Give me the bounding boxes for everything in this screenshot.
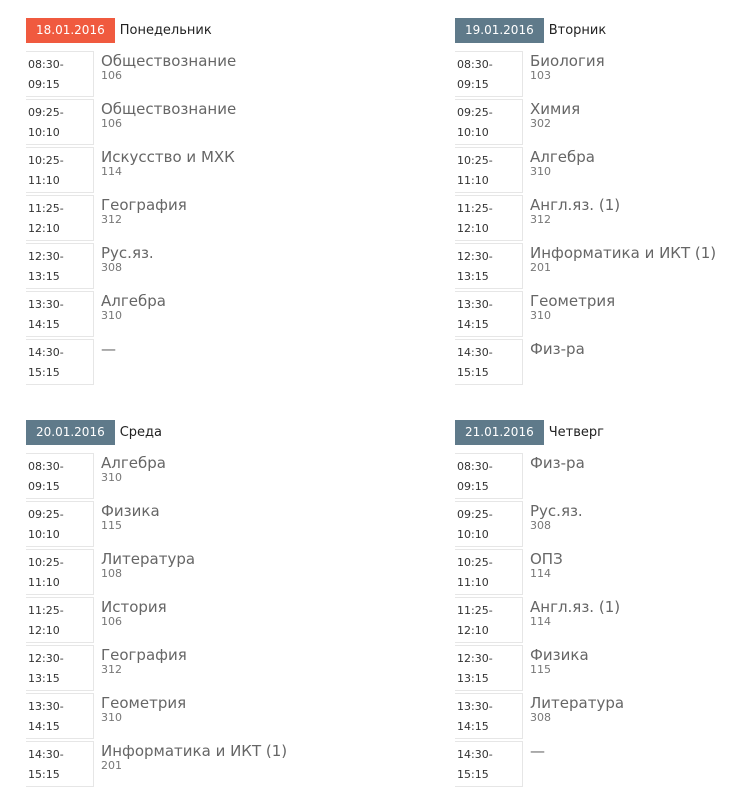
lesson-subject: География [101, 196, 187, 214]
lesson-info [94, 692, 186, 740]
lesson-info [523, 596, 620, 644]
lesson-time [455, 243, 523, 289]
lesson-info [94, 500, 160, 548]
lesson-time [455, 741, 523, 787]
lesson-start-time: 12:30- [28, 652, 64, 665]
lesson-info [94, 548, 195, 596]
lesson-time [455, 453, 523, 499]
lesson-list [26, 50, 316, 386]
lesson-room: 308 [530, 519, 551, 532]
lesson-end-time: 11:10 [28, 576, 60, 589]
lesson-start-time: 13:30- [28, 700, 64, 713]
lesson-subject: Физ-ра [530, 454, 585, 472]
lesson-end-time: 11:10 [28, 174, 60, 187]
lesson-row [26, 194, 316, 242]
lesson-row [26, 500, 316, 548]
lesson-end-time: 10:10 [457, 126, 489, 139]
lesson-end-time: 13:15 [457, 270, 489, 283]
lesson-room: 312 [101, 213, 122, 226]
lesson-time [455, 597, 523, 643]
lesson-info [94, 290, 166, 338]
lesson-subject: Алгебра [530, 148, 595, 166]
weekday-label: Вторник [548, 23, 607, 38]
lesson-start-time: 10:25- [28, 154, 64, 167]
lesson-subject: Геометрия [101, 694, 187, 712]
lesson-time [455, 501, 523, 547]
date-badge: 18.01.2016 [26, 18, 115, 43]
lesson-start-time: 14:30- [457, 748, 493, 761]
lesson-row [455, 596, 733, 644]
lesson-info [523, 242, 716, 290]
lesson-room: 312 [101, 663, 122, 676]
lesson-info [523, 740, 545, 788]
lesson-time [26, 51, 94, 97]
lesson-time [26, 99, 94, 145]
lesson-info [523, 500, 583, 548]
lesson-end-time: 12:10 [457, 222, 489, 235]
lesson-start-time: 08:30- [28, 58, 64, 71]
lesson-start-time: 13:30- [28, 298, 64, 311]
lesson-time [455, 339, 523, 385]
lesson-room: 201 [530, 261, 551, 274]
lesson-room: 310 [101, 711, 122, 724]
lesson-time [455, 291, 523, 337]
lesson-end-time: 09:15 [457, 78, 489, 91]
lesson-info [94, 146, 235, 194]
lesson-subject: Информатика и ИКТ (1) [101, 742, 288, 760]
lesson-time [26, 645, 94, 691]
lesson-start-time: 14:30- [28, 346, 64, 359]
lesson-subject: — [530, 742, 545, 760]
lesson-end-time: 14:15 [28, 720, 60, 733]
lesson-end-time: 09:15 [28, 480, 60, 493]
weekday-label: Понедельник [119, 23, 212, 38]
lesson-time [26, 597, 94, 643]
lesson-info [94, 242, 154, 290]
lesson-room: 310 [101, 309, 122, 322]
lesson-row [26, 644, 316, 692]
lesson-room: 106 [101, 615, 122, 628]
lesson-info [94, 98, 236, 146]
lesson-room: 114 [530, 615, 551, 628]
lesson-room: 103 [530, 69, 551, 82]
lesson-info [523, 194, 620, 242]
lesson-room: 308 [530, 711, 551, 724]
lesson-subject: Искусство и МХК [101, 148, 235, 166]
lesson-subject: — [101, 340, 116, 358]
lesson-time [26, 147, 94, 193]
lesson-start-time: 10:25- [457, 154, 493, 167]
day-header [455, 18, 733, 43]
lesson-end-time: 13:15 [28, 672, 60, 685]
lesson-info [523, 452, 585, 500]
lesson-subject: Англ.яз. (1) [530, 196, 621, 214]
date-badge: 21.01.2016 [455, 420, 544, 445]
lesson-end-time: 11:10 [457, 576, 489, 589]
lesson-info [94, 452, 166, 500]
lesson-end-time: 15:15 [28, 768, 60, 781]
lesson-row [26, 338, 316, 386]
lesson-row [26, 452, 316, 500]
lesson-time [455, 99, 523, 145]
lesson-list [26, 452, 316, 788]
lesson-row [26, 50, 316, 98]
lesson-start-time: 13:30- [457, 700, 493, 713]
lesson-end-time: 10:10 [28, 528, 60, 541]
lesson-info [523, 644, 589, 692]
lesson-start-time: 11:25- [28, 604, 64, 617]
day-column [455, 18, 733, 386]
lesson-info [523, 290, 615, 338]
lesson-info [94, 50, 236, 98]
lesson-subject: Литература [101, 550, 196, 568]
lesson-room: 114 [530, 567, 551, 580]
lesson-subject: Биология [530, 52, 605, 70]
lesson-room: 310 [530, 309, 551, 322]
lesson-room: 115 [101, 519, 122, 532]
lesson-subject: География [101, 646, 187, 664]
lesson-row [455, 290, 733, 338]
lesson-time [26, 693, 94, 739]
lesson-subject: ОПЗ [530, 550, 563, 568]
lesson-time [26, 453, 94, 499]
lesson-end-time: 13:15 [457, 672, 489, 685]
lesson-row [455, 692, 733, 740]
lesson-end-time: 15:15 [28, 366, 60, 379]
lesson-time [26, 549, 94, 595]
lesson-room: 310 [101, 471, 122, 484]
lesson-info [523, 98, 580, 146]
day-column [26, 18, 316, 386]
lesson-end-time: 14:15 [28, 318, 60, 331]
lesson-subject: Обществознание [101, 100, 237, 118]
lesson-end-time: 14:15 [457, 318, 489, 331]
lesson-info [94, 740, 287, 788]
lesson-start-time: 08:30- [457, 58, 493, 71]
lesson-start-time: 13:30- [457, 298, 493, 311]
lesson-time [455, 693, 523, 739]
lesson-room: 308 [101, 261, 122, 274]
lesson-start-time: 14:30- [457, 346, 493, 359]
lesson-row [455, 500, 733, 548]
lesson-subject: Алгебра [101, 454, 166, 472]
lesson-time [26, 243, 94, 289]
lesson-start-time: 10:25- [28, 556, 64, 569]
day-column [455, 420, 733, 788]
lesson-row [455, 740, 733, 788]
lesson-end-time: 14:15 [457, 720, 489, 733]
lesson-row [455, 98, 733, 146]
lesson-end-time: 09:15 [457, 480, 489, 493]
lesson-time [455, 195, 523, 241]
lesson-end-time: 10:10 [28, 126, 60, 139]
lesson-time [455, 147, 523, 193]
day-header [455, 420, 733, 445]
lesson-list [455, 50, 733, 386]
lesson-time [26, 339, 94, 385]
lesson-room: 106 [101, 117, 122, 130]
lesson-row [26, 290, 316, 338]
lesson-start-time: 11:25- [457, 604, 493, 617]
lesson-end-time: 11:10 [457, 174, 489, 187]
lesson-subject: Обществознание [101, 52, 237, 70]
lesson-row [26, 692, 316, 740]
day-header [26, 420, 316, 445]
lesson-room: 106 [101, 69, 122, 82]
weekday-label: Среда [119, 425, 163, 440]
weekday-label: Четверг [548, 425, 604, 440]
lesson-row [455, 194, 733, 242]
lesson-time [26, 501, 94, 547]
lesson-subject: Физ-ра [530, 340, 585, 358]
lesson-end-time: 15:15 [457, 366, 489, 379]
lesson-row [455, 242, 733, 290]
lesson-info [94, 644, 187, 692]
lesson-room: 312 [530, 213, 551, 226]
lesson-info [94, 596, 167, 644]
lesson-end-time: 12:10 [457, 624, 489, 637]
lesson-row [455, 452, 733, 500]
lesson-subject: Геометрия [530, 292, 616, 310]
lesson-info [523, 338, 585, 386]
lesson-subject: Рус.яз. [530, 502, 583, 520]
lesson-time [26, 741, 94, 787]
lesson-time [26, 195, 94, 241]
lesson-info [94, 338, 116, 386]
lesson-start-time: 08:30- [28, 460, 64, 473]
lesson-time [455, 51, 523, 97]
lesson-room: 114 [101, 165, 122, 178]
lesson-subject: Рус.яз. [101, 244, 154, 262]
lesson-time [455, 549, 523, 595]
lesson-row [26, 146, 316, 194]
lesson-time [26, 291, 94, 337]
lesson-subject: Алгебра [101, 292, 166, 310]
lesson-start-time: 09:25- [28, 508, 64, 521]
lesson-start-time: 09:25- [28, 106, 64, 119]
lesson-start-time: 12:30- [457, 250, 493, 263]
lesson-info [523, 50, 605, 98]
lesson-subject: Литература [530, 694, 625, 712]
lesson-start-time: 14:30- [28, 748, 64, 761]
lesson-row [26, 98, 316, 146]
lesson-room: 302 [530, 117, 551, 130]
lesson-room: 201 [101, 759, 122, 772]
lesson-end-time: 12:10 [28, 222, 60, 235]
lesson-row [455, 338, 733, 386]
lesson-row [455, 644, 733, 692]
lesson-info [94, 194, 187, 242]
lesson-time [455, 645, 523, 691]
lesson-end-time: 10:10 [457, 528, 489, 541]
lesson-end-time: 12:10 [28, 624, 60, 637]
lesson-start-time: 12:30- [457, 652, 493, 665]
date-badge: 20.01.2016 [26, 420, 115, 445]
lesson-list [455, 452, 733, 788]
lesson-start-time: 11:25- [457, 202, 493, 215]
lesson-subject: Физика [530, 646, 589, 664]
lesson-start-time: 10:25- [457, 556, 493, 569]
lesson-subject: Англ.яз. (1) [530, 598, 621, 616]
lesson-info [523, 548, 563, 596]
lesson-row [455, 50, 733, 98]
lesson-row [26, 596, 316, 644]
lesson-row [26, 548, 316, 596]
lesson-start-time: 11:25- [28, 202, 64, 215]
lesson-end-time: 13:15 [28, 270, 60, 283]
lesson-subject: Физика [101, 502, 160, 520]
lesson-subject: Химия [530, 100, 581, 118]
lesson-row [455, 146, 733, 194]
lesson-info [523, 146, 595, 194]
lesson-end-time: 15:15 [457, 768, 489, 781]
day-header [26, 18, 316, 43]
lesson-start-time: 12:30- [28, 250, 64, 263]
lesson-room: 115 [530, 663, 551, 676]
date-badge: 19.01.2016 [455, 18, 544, 43]
day-column [26, 420, 316, 788]
lesson-row [455, 548, 733, 596]
lesson-row [26, 740, 316, 788]
lesson-room: 108 [101, 567, 122, 580]
lesson-start-time: 08:30- [457, 460, 493, 473]
lesson-subject: История [101, 598, 167, 616]
lesson-room: 310 [530, 165, 551, 178]
lesson-subject: Информатика и ИКТ (1) [530, 244, 717, 262]
lesson-start-time: 09:25- [457, 106, 493, 119]
lesson-start-time: 09:25- [457, 508, 493, 521]
lesson-row [26, 242, 316, 290]
lesson-end-time: 09:15 [28, 78, 60, 91]
lesson-info [523, 692, 624, 740]
